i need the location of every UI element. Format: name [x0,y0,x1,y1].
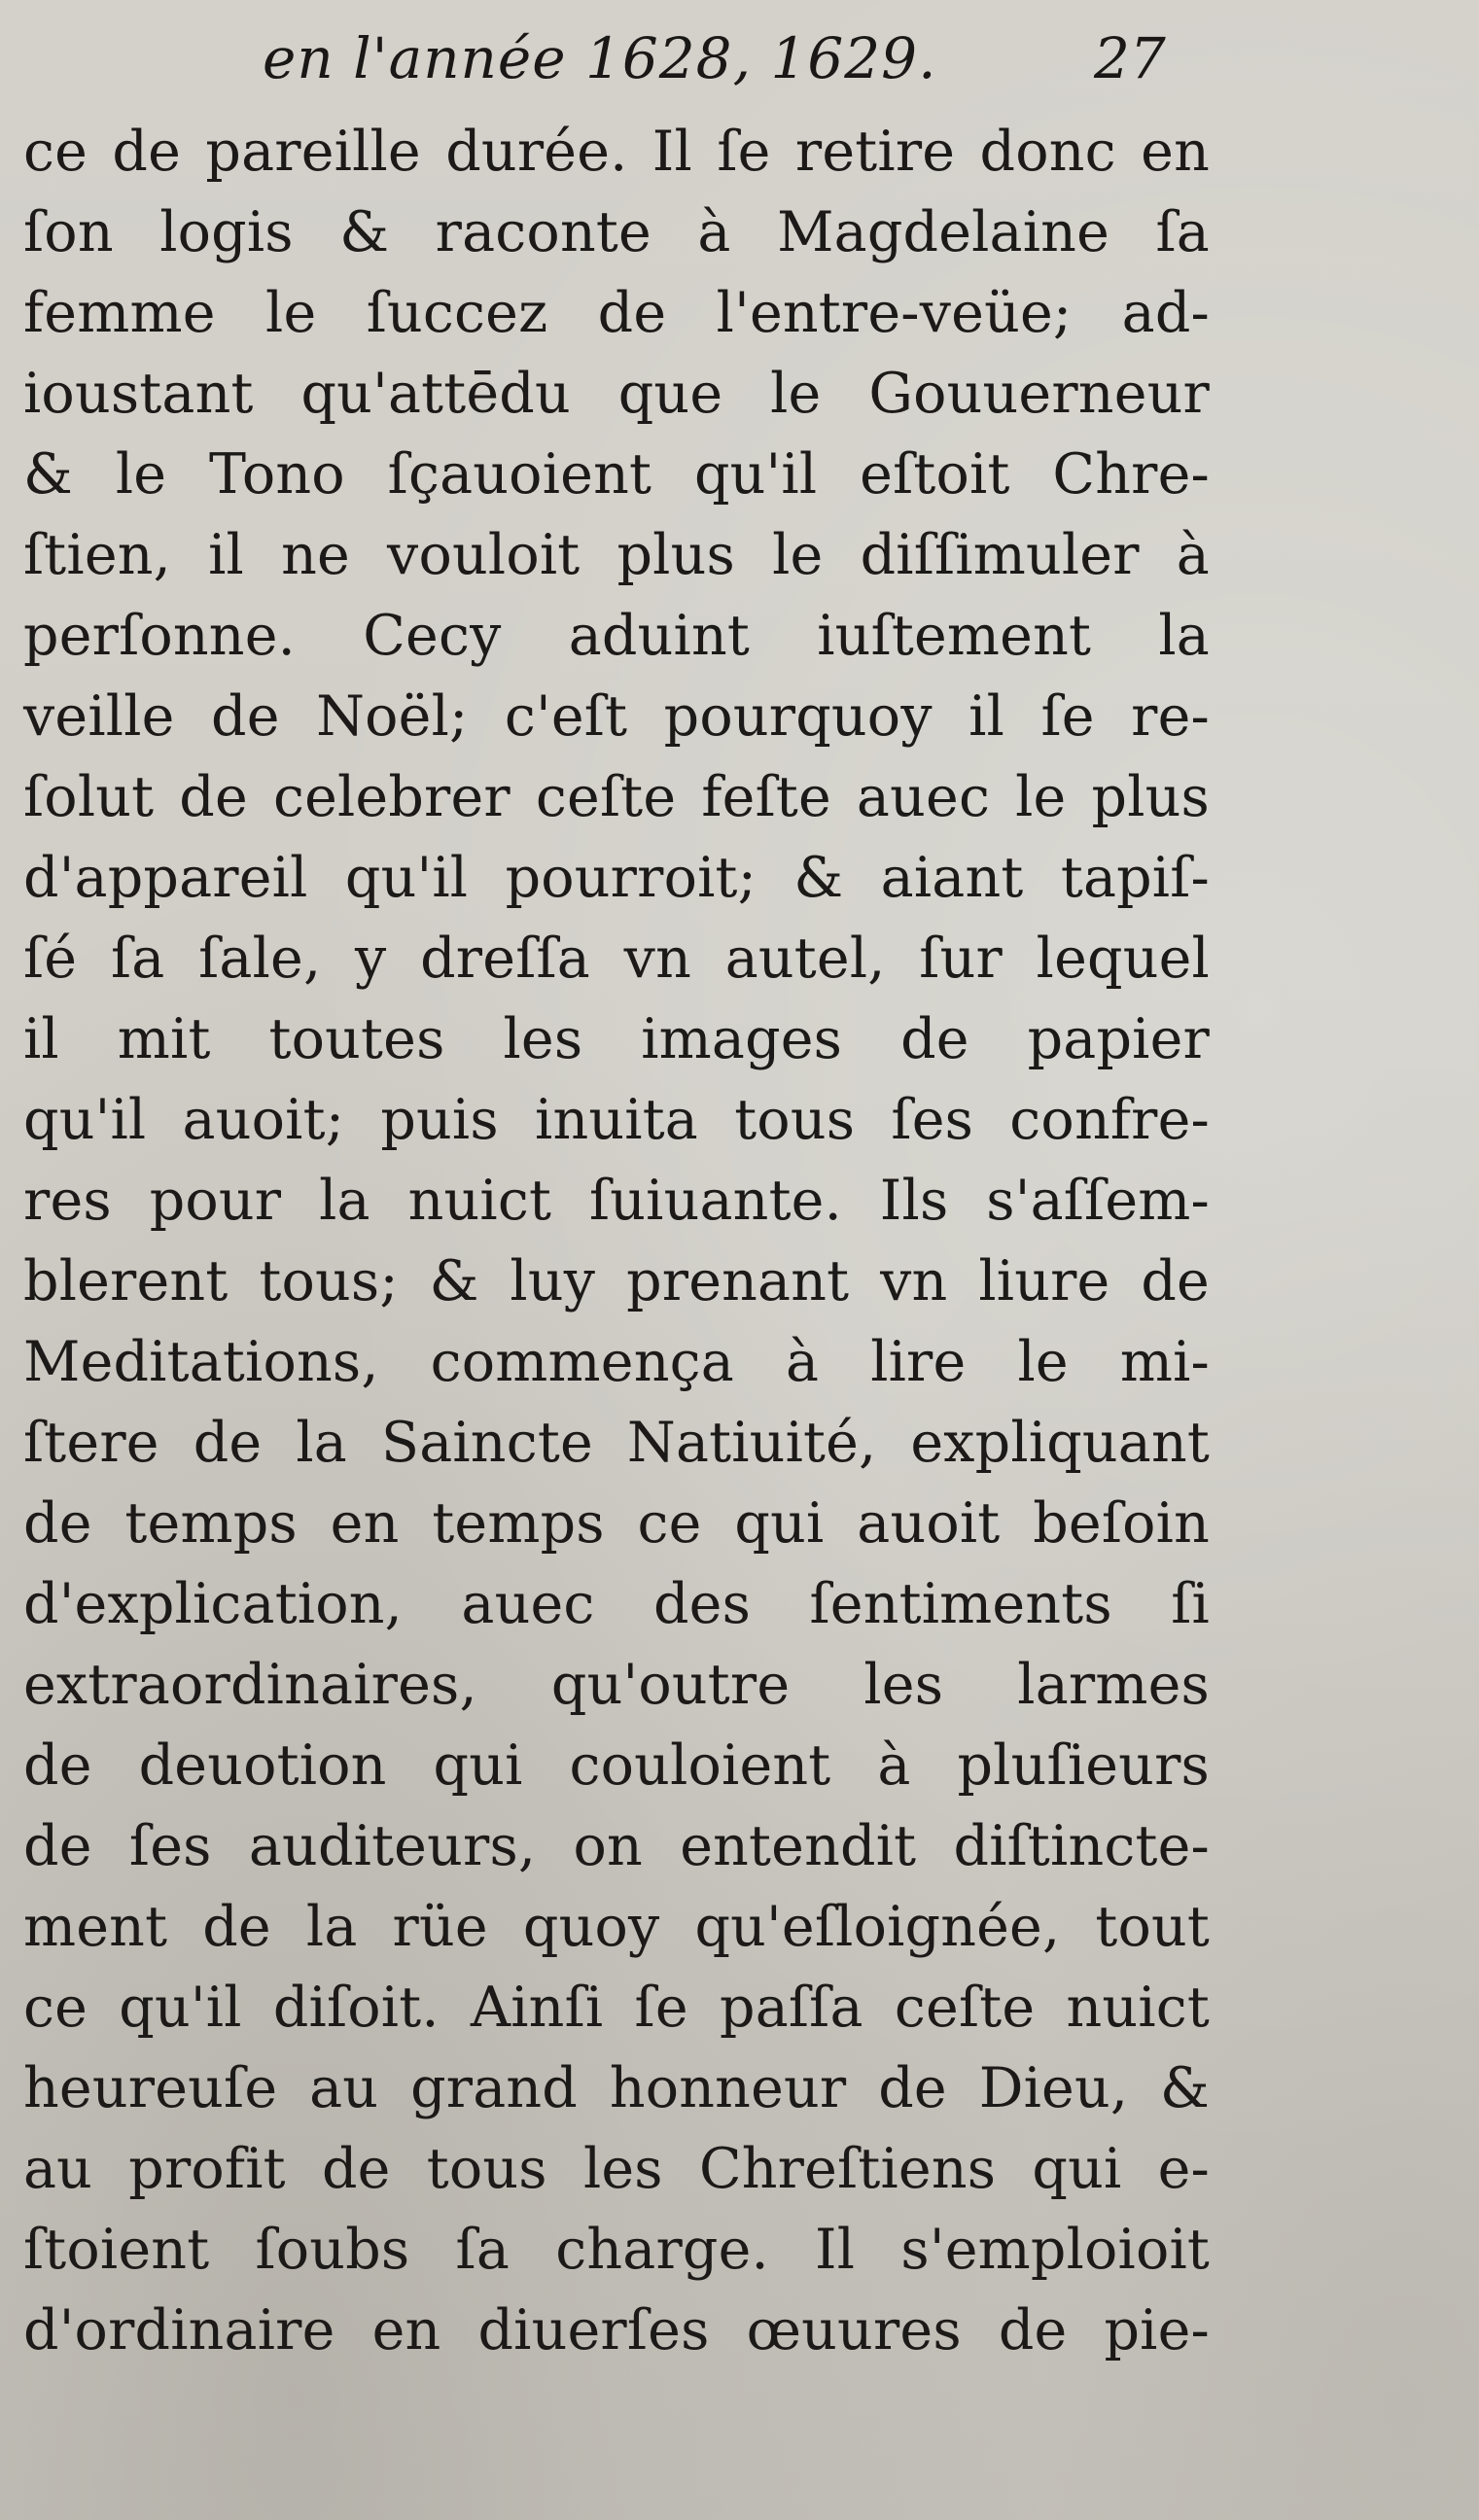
text-line: ce qu'il diſoit. Ainſi ſe paſſa ceſte nuict [23,1976,1210,2040]
text-line: ſtien, il ne vouloit plus le diſſimuler à [23,523,1210,587]
text-line: de temps en temps ce qui auoit beſoin [23,1491,1210,1556]
text-line: d'ordinaire en diuerſes œuures de pie- [23,2298,1210,2362]
text-line: il mit toutes les images de papier [23,1007,1210,1071]
text-line: Meditations, commença à lire le mi- [23,1330,1210,1394]
text-line: ce de pareille durée. Il ſe retire donc en [23,120,1210,184]
text-line: heureuſe au grand honneur de Dieu, & [23,2056,1210,2120]
text-line: res pour la nuict ſuiuante. Ils s'aſſem- [23,1169,1210,1233]
text-line: ſtoient ſoubs ſa charge. Il s'emploioit [23,2218,1210,2282]
text-line: de deuotion qui couloient à pluſieurs [23,1733,1210,1798]
text-line: ment de la rüe quoy qu'eſloignée, tout [23,1895,1210,1959]
body-text [23,112,1210,2371]
text-line: d'explication, auec des ſentiments ſi [23,1572,1210,1636]
text-line: extraordinaires, qu'outre les larmes [23,1653,1210,1717]
text-line: ſé ſa ſale, y dreſſa vn autel, ſur lequel [23,927,1210,991]
text-line: & le Tono ſçauoient qu'il eſtoit Chre- [23,442,1210,507]
text-line: d'appareil qu'il pourroit; & aiant tapiſ- [23,846,1210,910]
text-line: ſon logis & raconte à Magdelaine ſa [23,200,1210,264]
text-line: ſtere de la Saincte Natiuité, expliquant [23,1411,1210,1475]
text-line: perſonne. Cecy aduint iuſtement la [23,604,1210,668]
running-title: en l'année 1628, 1629. [263,25,937,91]
text-line: au profit de tous les Chreſtiens qui e- [23,2137,1210,2201]
page-header [263,25,1186,113]
text-line: ſolut de celebrer ceſte feſte auec le plus [23,765,1210,829]
text-line: ioustant qu'attēdu que le Gouuerneur [23,362,1210,426]
text-line: femme le ſuccez de l'entre-veüe; ad- [23,281,1210,345]
page-number: 27 [1094,25,1166,91]
text-line: veille de Noël; c'eſt pourquoy il ſe re- [23,684,1210,749]
text-line: qu'il auoit; puis inuita tous ſes confre- [23,1088,1210,1152]
text-line: blerent tous; & luy prenant vn liure de [23,1249,1210,1313]
text-line: de ſes auditeurs, on entendit diſtincte- [23,1814,1210,1878]
